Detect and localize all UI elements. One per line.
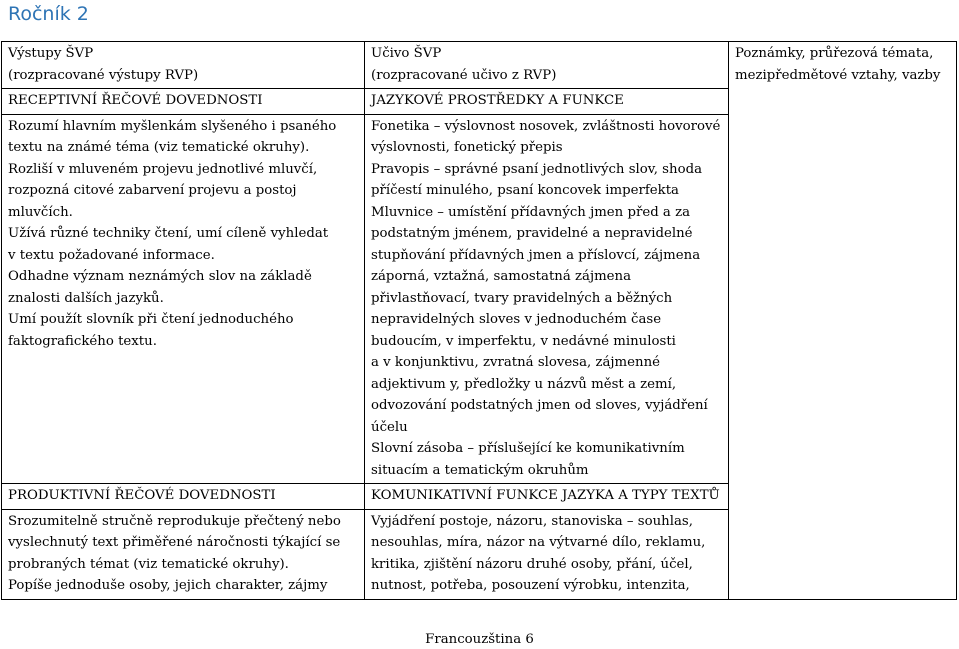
page-heading: Ročník 2 xyxy=(8,3,89,25)
section-content-title xyxy=(365,484,729,510)
page-footer: Francouzština 6 xyxy=(425,632,534,647)
header-outputs-line: (rozpracované výstupy RVP) xyxy=(8,67,199,83)
header-content-line: (rozpracované učivo z RVP) xyxy=(371,67,557,83)
content-line: situacím a tematickým okruhům xyxy=(371,462,589,478)
content-line: nepravidelných sloves v jednoduchém čase xyxy=(371,312,662,327)
content-line: přivlastňovací, tvary pravidelných a běžných xyxy=(371,290,673,306)
header-content xyxy=(365,42,729,89)
outputs-line: Popíše jednoduše osoby, jejich charakter, zájmy xyxy=(8,578,328,593)
section-content-title xyxy=(365,89,729,115)
outputs-line: znalosti dalších jazyků. xyxy=(8,290,164,306)
content-line: účelu xyxy=(371,419,408,435)
section-outputs-body xyxy=(2,114,365,484)
header-outputs-line: Výstupy ŠVP xyxy=(8,46,94,61)
content-line: Fonetika – výslovnost nosovek, zvláštnosti hovorové xyxy=(371,118,721,134)
section-outputs-body xyxy=(2,509,365,599)
section-title: PRODUKTIVNÍ ŘEČOVÉ DOVEDNOSTI xyxy=(8,488,276,503)
content-line: stupňování přídavných jmen a příslovcí, zájmena xyxy=(371,247,701,263)
outputs-line: Umí použít slovník při čtení jednoduchého xyxy=(8,312,294,327)
content-line: adjektivum y, předložky u názvů měst a zemí, xyxy=(371,376,677,392)
section-outputs-title xyxy=(2,484,365,510)
curriculum-table xyxy=(1,41,957,600)
section-title: JAZYKOVÉ PROSTŘEDKY A FUNKCE xyxy=(371,93,624,108)
outputs-line: vyslechnutý text přiměřené náročnosti týkající se xyxy=(8,535,341,550)
outputs-line: Rozliší v mluveném projevu jednotlivé mluvčí, xyxy=(8,161,318,177)
section-outputs-title xyxy=(2,89,365,115)
outputs-line: textu na známé téma (viz tematické okruhy). xyxy=(8,140,310,155)
content-line: Vyjádření postoje, názoru, stanoviska – souhlas, xyxy=(371,513,693,529)
header-notes-line: mezipředmětové vztahy, vazby xyxy=(735,67,941,83)
table-header-row xyxy=(2,42,957,89)
header-notes-line: Poznámky, průřezová témata, xyxy=(735,46,934,61)
content-line: příčestí minulého, psaní koncovek imperfekta xyxy=(371,183,679,198)
outputs-line: v textu požadované informace. xyxy=(8,247,215,263)
section-content-body xyxy=(365,509,729,599)
outputs-line: mluvčích. xyxy=(8,204,73,220)
section-title: KOMUNIKATIVNÍ FUNKCE JAZYKA A TYPY TEXTŮ xyxy=(371,488,720,503)
outputs-line: probraných témat (viz tematické okruhy). xyxy=(8,556,289,572)
header-content-line: Učivo ŠVP xyxy=(371,46,442,61)
outputs-line: faktografického textu. xyxy=(8,333,157,349)
header-outputs xyxy=(2,42,365,89)
content-line: nesouhlas, míra, názor na výtvarné dílo, reklamu, xyxy=(371,535,706,550)
content-line: nutnost, potřeba, posouzení výrobku, intenzita, xyxy=(371,578,690,593)
section-content-body xyxy=(365,114,729,484)
content-line: odvozování podstatných jmen od sloves, vyjádření xyxy=(371,398,708,413)
content-line: Slovní zásoba – příslušející ke komunikativním xyxy=(371,441,685,456)
outputs-line: Rozumí hlavním myšlenkám slyšeného i psaného xyxy=(8,118,337,134)
content-line: budoucím, v imperfektu, v nedávné minulosti xyxy=(371,333,676,349)
content-line: záporná, vztažná, samostatná zájmena xyxy=(371,269,632,284)
content-line: a v konjunktivu, zvratná slovesa, zájmenné xyxy=(371,355,661,370)
content-line: Pravopis – správné psaní jednotlivých slov, shoda xyxy=(371,161,703,177)
header-notes xyxy=(729,42,957,600)
content-line: Mluvnice – umístění přídavných jmen před a za xyxy=(371,204,691,220)
outputs-line: Užívá různé techniky čtení, umí cíleně vyhledat xyxy=(8,226,329,241)
section-title: RECEPTIVNÍ ŘEČOVÉ DOVEDNOSTI xyxy=(8,93,263,108)
content-line: výslovnosti, fonetický přepis xyxy=(371,140,563,155)
outputs-line: Odhadne význam neznámých slov na základě xyxy=(8,269,312,284)
outputs-line: rozpozná citové zabarvení projevu a postoj xyxy=(8,183,297,198)
content-line: podstatným jménem, pravidelné a nepravidelné xyxy=(371,226,693,241)
outputs-line: Srozumitelně stručně reprodukuje přečtený nebo xyxy=(8,513,341,529)
content-line: kritika, zjištění názoru druhé osoby, přání, účel, xyxy=(371,556,693,572)
